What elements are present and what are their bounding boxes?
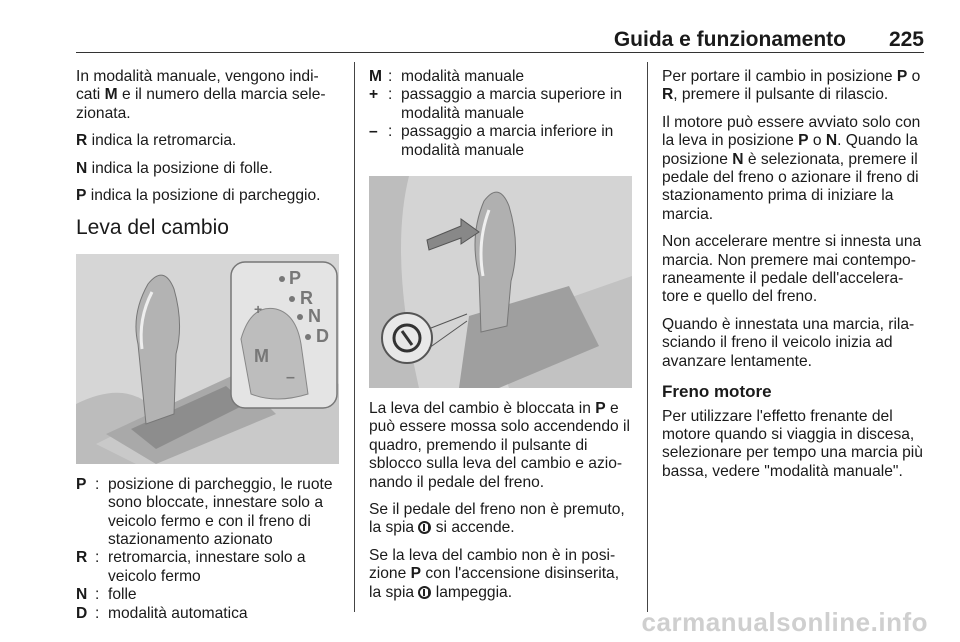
watermark: carmanualsonline.info: [641, 607, 928, 637]
gear-lever-illustration: [76, 254, 339, 464]
column-left: [76, 68, 341, 623]
figure-label-minus: –: [286, 368, 295, 386]
park-line: P indica la posizione di parcheggio.: [76, 187, 321, 205]
accelerate-warning-paragraph: Non accelerare mentre si innesta una marcia. Non premere mai contempo-raneamente il pedale dell'accelera-tore e quello del freno.: [662, 233, 922, 306]
heading-gear-lever: Leva del cambio: [76, 216, 229, 240]
column-middle: [369, 68, 634, 611]
column-divider: [354, 62, 355, 612]
definition-row: P : posizione di parcheggio, le ruote sono bloccate, innestare solo a veicolo fermo e con il freno di stazionamento azionato: [76, 475, 333, 549]
intro-paragraph: In modalità manuale, vengono indi-cati M e il numero della marcia sele-zionata.: [76, 68, 326, 122]
definition-row: R : retromarcia, innestare solo a veicolo fermo: [76, 549, 306, 585]
engine-start-paragraph: Il motore può essere avviato solo con la leva in posizione P o N. Quando la posizione N è selezionata, premere il pedale del freno o azionare il freno di stazionamento prima di iniziare la marcia.: [662, 113, 921, 223]
figure-label-p: P: [289, 267, 302, 288]
gear-definitions: [76, 476, 341, 623]
figure-label-plus: +: [254, 300, 263, 317]
column-divider: [647, 62, 648, 612]
brake-lock-illustration: [369, 176, 632, 388]
definition-row: M : modalità manuale: [369, 68, 525, 85]
definition-row: D : modalità automatica: [76, 604, 248, 622]
figure-label-r: R: [300, 287, 313, 308]
engine-brake-paragraph: Per utilizzare l'effetto frenante del motore quando si viaggia in discesa, selezionare per tempo una marcia più bassa, vedere "modalità manuale".: [662, 407, 923, 480]
figure-label-n: N: [308, 305, 321, 326]
figure-label-d: D: [316, 325, 329, 346]
column-right: [662, 68, 928, 490]
brake-flashing-paragraph: Se la leva del cambio non è in posi-zione P con l'accensione disinserita, la spia lampeggia.: [369, 546, 620, 601]
neutral-line: N indica la posizione di folle.: [76, 159, 273, 177]
creep-paragraph: Quando è innestata una marcia, rila-sciando il freno il veicolo inizia ad avanzare lentamente.: [662, 315, 915, 370]
heading-engine-brake: Freno motore: [662, 382, 772, 402]
release-paragraph: Per portare il cambio in posizione P o R, premere il pulsante di rilascio.: [662, 68, 921, 104]
header-rule: [76, 52, 924, 53]
definition-row: + : passaggio a marcia superiore in modalità manuale: [369, 86, 623, 122]
page-header: [76, 28, 924, 50]
manual-mode-definitions: [369, 68, 634, 160]
section-title: Guida e funzionamento: [613, 28, 846, 51]
brake-indicator-icon: [418, 586, 431, 599]
figure-label-m: M: [254, 345, 269, 366]
page-number: 225: [888, 28, 924, 51]
reverse-line: R indica la retromarcia.: [76, 132, 237, 150]
definition-row: N : folle: [76, 586, 137, 604]
brake-indicator-paragraph: Se il pedale del freno non è premuto, la spia si accende.: [369, 501, 625, 537]
lever-locked-paragraph: La leva del cambio è bloccata in P e può essere mossa solo accendendo il quadro, premendo il pulsante di sblocco sulla leva del cambio e azio-nando il pedale del freno.: [369, 400, 630, 491]
brake-lock-figure: [369, 176, 632, 388]
brake-indicator-icon: [418, 521, 431, 534]
gear-lever-figure: [76, 254, 339, 464]
definition-row: – : passaggio a marcia inferiore in modalità manuale: [369, 123, 614, 159]
